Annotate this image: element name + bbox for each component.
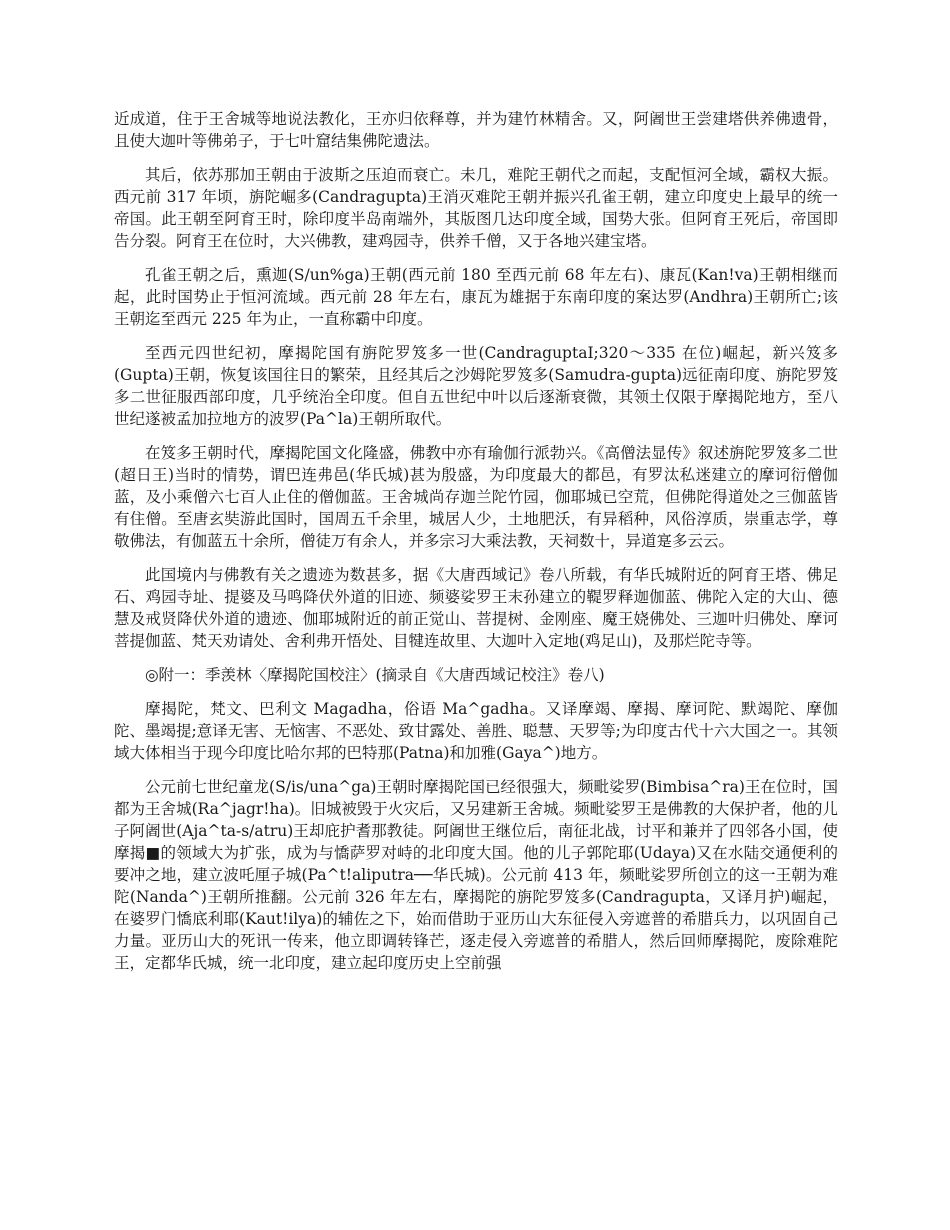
document-page — [114, 108, 838, 986]
paragraph-gupta-culture: 在笈多王朝时代，摩揭陀国文化隆盛，佛教中亦有瑜伽行派勃兴。《高僧法显传》叙述旃陀罗笈多二世(超日王)当时的情势，谓巴连弗邑(华氏城)甚为殷盛，为印度最大的都邑，有罗汰私迷建立的摩诃衍僧伽蓝，及小乘僧六七百人止住的僧伽蓝。王舍城尚存迦兰陀竹园，伽耶城已空荒，但佛陀得道处之三伽蓝皆有住僧。至唐玄奘游此国时，国周五千余里，城居人少，土地肥沃，有异稻种，风俗淳质，崇重志学，尊敬佛法，有伽蓝五十余所，僧徒万有余人，并多宗习大乘法教，天祠数十，异道寔多云云。 — [114, 444, 838, 550]
paragraph-magadha-definition: 摩揭陀，梵文、巴利文 Magadha，俗语 Ma^gadha。又译摩竭、摩揭、摩诃陀、默竭陀、摩伽陀、墨竭提;意译无害、无恼害、不恶处、致甘露处、善胜、聪慧、天罗等;为印度古代十六大国之一。其领域大体相当于现今印度比哈尔邦的巴特那(Patna)和加雅(Gaya^)地方。 — [114, 700, 838, 762]
appendix-heading: ◎附一：季羡林〈摩揭陀国校注〉(摘录自《大唐西域记校注》卷八) — [145, 666, 605, 684]
paragraph-magadha-history: 公元前七世纪童龙(S/is/una^ga)王朝时摩揭陀国已经很强大，频毗娑罗(Bimbisa^ra)王在位时，国都为王舍城(Ra^jagr!ha)。旧城被毁于火灾后，又另建新王舍城。频毗娑罗王是佛教的大保护者，他的儿子阿阇世(Aja^ta-s/atru)王却庇护耆那教徒。阿阇世王继位后，南征北战，讨平和兼并了四邻各小国，使摩揭■的领域大为扩张，成为与憍萨罗对峙的北印度大国。他的儿子郭陀耶(Udaya)又在水陆交通便利的要冲之地，建立波吒厘子城(Pa^t!aliputra──华氏城)。公元前 413 年，频毗娑罗所创立的这一王朝为难陀(Nanda^)王朝所推翻。公元前 326 年左右，摩揭陀的旃陀罗笈多(Candragupta，又译月护)崛起，在婆罗门憍底利耶(Kaut!ilya)的辅佐之下，始而借助于亚历山大东征侵入旁遮普的希腊兵力，以巩固自己力量。亚历山大的死讯一传来，他立即调转锋芒，逐走侵入旁遮普的希腊人，然后回师摩揭陀，废除难陀王，定都华氏城，统一北印度，建立起印度历史上空前强 — [114, 778, 838, 972]
paragraph-buddhist-sites: 此国境内与佛教有关之遗迹为数甚多，据《大唐西域记》卷八所载，有华氏城附近的阿育王塔、佛足石、鸡园寺址、提婆及马鸣降伏外道的旧迹、频婆娑罗王末孙建立的鞮罗释迦伽蓝、佛陀入定的大山、德慧及戒贤降伏外道的遗迹、伽耶城附近的前正觉山、菩提树、金刚座、魔王娆佛处、三迦叶归佛处、摩诃菩提伽蓝、梵天劝请处、舍利弗开悟处、目犍连故里、大迦叶入定地(鸡足山)，及那烂陀寺等。 — [114, 566, 838, 650]
paragraph-shunga-kanva: 孔雀王朝之后，熏迦(S/un%ga)王朝(西元前 180 至西元前 68 年左右)、康瓦(Kan!va)王朝相继而起，此时国势止于恒河流域。西元前 28 年左右，康瓦为雄据于东南印度的案达罗(Andhra)王朝所亡;该王朝迄至西元 225 年为止，一直称霸中印度。 — [114, 266, 838, 328]
paragraph-gupta: 至西元四世纪初，摩揭陀国有旃陀罗笈多一世(CandraguptaI;320～335 在位)崛起，新兴笈多(Gupta)王朝，恢复该国往日的繁荣，且经其后之沙姆陀罗笈多(Samudra-gupta)远征南印度、旃陀罗笈多二世征服西部印度，几乎统治全印度。但自五世纪中叶以后逐渐衰微，其领土仅限于摩揭陀地方，至八世纪遂被孟加拉地方的波罗(Pa^la)王朝所取代。 — [114, 344, 838, 428]
paragraph-continuation: 近成道，住于王舍城等地说法教化，王亦归依释尊，并为建竹林精舍。又，阿阇世王尝建塔供养佛遗骨，且使大迦叶等佛弟子，于七叶窟结集佛陀遗法。 — [114, 110, 838, 150]
paragraph-maurya-rise: 其后，依苏那加王朝由于波斯之压迫而衰亡。未几，难陀王朝代之而起，支配恒河全域，霸权大振。西元前 317 年顷，旃陀崛多(Candragupta)王消灭难陀王朝并振兴孔雀王朝，建立印度史上最早的统一帝国。此王朝至阿育王时，除印度半岛南端外，其版图几达印度全域，国势大张。但阿育王死后，帝国即告分裂。阿育王在位时，大兴佛教，建鸡园寺，供养千僧，又于各地兴建宝塔。 — [114, 166, 838, 250]
